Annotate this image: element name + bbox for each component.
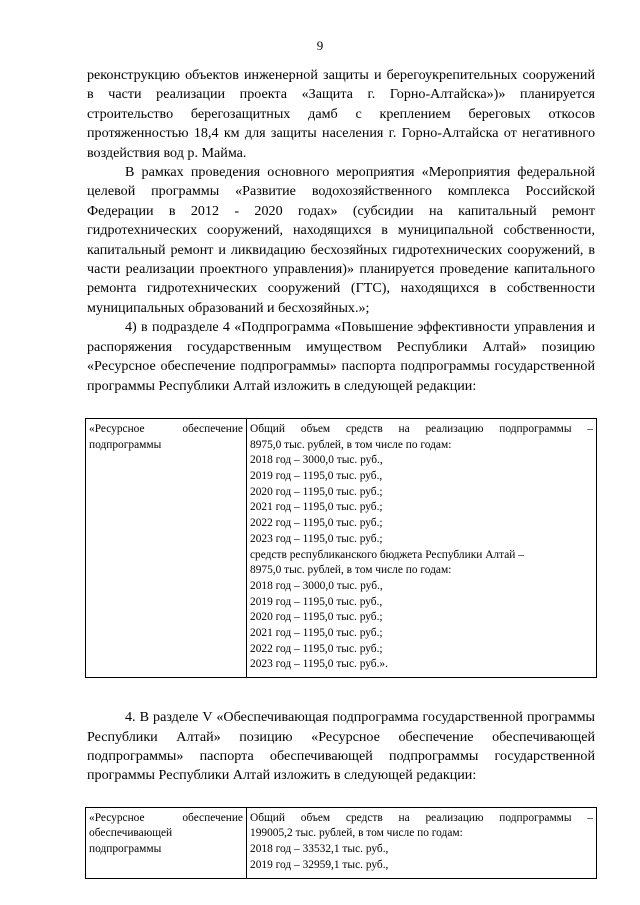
funding-line: 2023 год – 1195,0 тыс. руб.». bbox=[250, 658, 388, 671]
funding-total-line: Общий объем средств на реализацию подпрограммы – bbox=[250, 422, 593, 435]
funding-line: 2018 год – 33532,1 тыс. руб., bbox=[250, 843, 389, 856]
funding-line: 2020 год – 1195,0 тыс. руб.; bbox=[250, 611, 383, 624]
funding-line: 2020 год – 1195,0 тыс. руб.; bbox=[250, 485, 383, 498]
table-cell-label: «Ресурсное обеспечение подпрограммы bbox=[86, 418, 247, 677]
funding-total-line: Общий объем средств на реализацию подпрограммы – bbox=[250, 811, 593, 824]
resource-table-support-subprogram bbox=[85, 807, 597, 879]
paragraph-fcp-measures: В рамках проведения основного мероприятия «Мероприятия федеральной целевой программы «Развитие водохозяйственного комплекса Российской Федерации в 2012 - 2020 годах» (субсидии на капитальный ремонт гидротехнических сооружений, находящихся в муниципальной собственности, капитальный ремонт и ликвидацию бесхозяйных гидротехнических сооружений, в части реализации проектного управления)» планируется проведение капитального ремонта гидротехнических сооружений (ГТС), находящихся в собственности муниципальных образований и бесхозяйных.»; bbox=[87, 164, 595, 316]
funding-line: 8975,0 тыс. рублей, в том числе по годам: bbox=[250, 564, 452, 577]
table-row bbox=[86, 418, 597, 677]
funding-line: 2021 год – 1195,0 тыс. руб.; bbox=[250, 627, 383, 640]
page-number: 9 bbox=[316, 38, 324, 53]
funding-line: 2018 год – 3000,0 тыс. руб., bbox=[250, 579, 383, 592]
funding-line: 2022 год – 1195,0 тыс. руб.; bbox=[250, 517, 383, 530]
table-cell-label: «Ресурсное обеспечение обеспечивающей подпрограммы bbox=[86, 807, 247, 878]
funding-line: 2021 год – 1195,0 тыс. руб.; bbox=[250, 501, 383, 514]
funding-line: средств республиканского бюджета Республики Алтай – bbox=[250, 548, 524, 561]
funding-line: 2018 год – 3000,0 тыс. руб., bbox=[250, 454, 383, 467]
funding-line: 2022 год – 1195,0 тыс. руб.; bbox=[250, 642, 383, 655]
funding-line: 2019 год – 1195,0 тыс. руб., bbox=[250, 470, 383, 483]
paragraph-amendment-4: 4) в подразделе 4 «Подпрограмма «Повышение эффективности управления и распоряжения государственным имуществом Республики Алтай» позицию «Ресурсное обеспечение подпрограммы» паспорта подпрограммы государственной программы Республики Алтай изложить в следующей редакции: bbox=[87, 319, 595, 394]
table-row bbox=[86, 807, 597, 878]
funding-line: 199005,2 тыс. рублей, в том числе по годам: bbox=[250, 827, 463, 840]
funding-lines bbox=[250, 826, 593, 873]
funding-line: 2019 год – 32959,1 тыс. руб., bbox=[250, 858, 389, 871]
funding-line: 2019 год – 1195,0 тыс. руб., bbox=[250, 595, 383, 608]
funding-line: 8975,0 тыс. рублей, в том числе по годам: bbox=[250, 438, 452, 451]
resource-table-subprogram bbox=[85, 418, 597, 678]
paragraph-section-v: 4. В разделе V «Обеспечивающая подпрограмма государственной программы Республики Алтай» позицию «Ресурсное обеспечение обеспечивающей подпрограммы» паспорта обеспечивающей подпрограммы государственной программы Республики Алтай изложить в следующей редакции: bbox=[87, 709, 595, 784]
paragraph-flood-protection: реконструкцию объектов инженерной защиты и берегоукрепительных сооружений в части реализации проекта «Защита г. Горно-Алтайска»)» планируется строительство берегозащитных дамб с креплением береговых откосов протяженностью 18,4 км для защиты населения г. Горно-Алтайска от негативного воздействия вод р. Майма. bbox=[87, 67, 595, 161]
funding-line: 2023 год – 1195,0 тыс. руб.; bbox=[250, 532, 383, 545]
table-cell-funding bbox=[247, 807, 597, 878]
table-cell-funding bbox=[247, 418, 597, 677]
document-body bbox=[87, 66, 595, 879]
funding-lines bbox=[250, 438, 593, 674]
